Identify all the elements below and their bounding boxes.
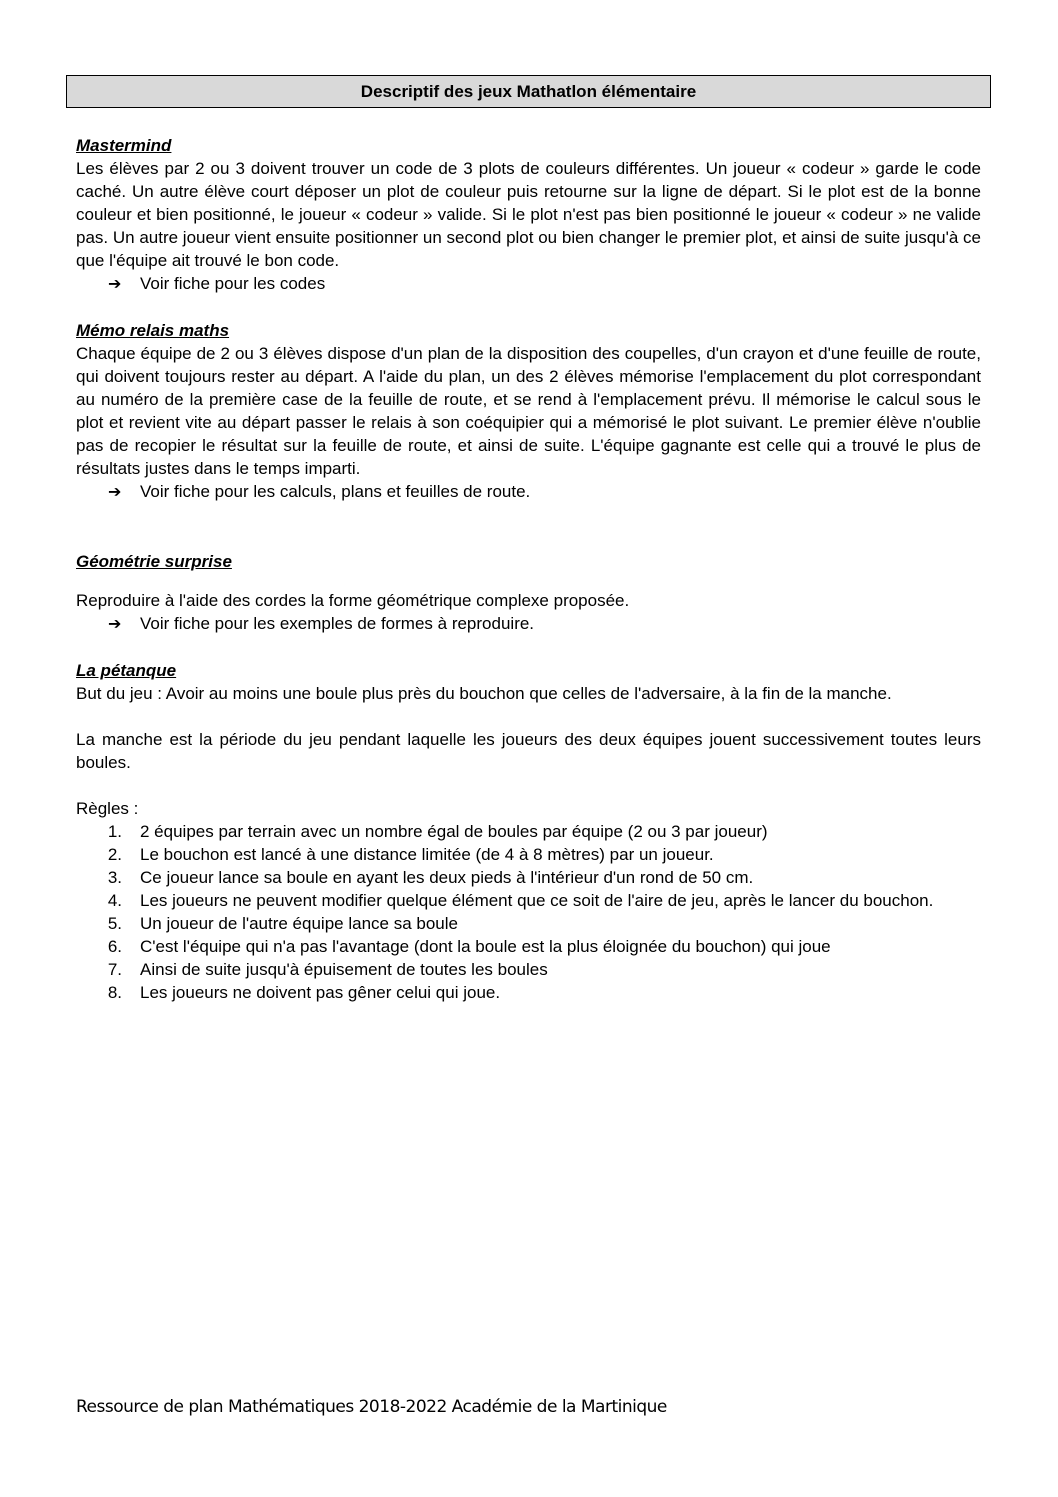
section-text-geometrie: Reproduire à l'aide des cordes la forme géométrique complexe proposée. bbox=[76, 591, 630, 610]
petanque-rules-label: Règles : bbox=[76, 799, 139, 818]
list-item: 6. C'est l'équipe qui n'a pas l'avantage (dont la boule est la plus éloignée du bouchon) qui joue bbox=[107, 937, 831, 956]
section-text-memo: Chaque équipe de 2 ou 3 élèves dispose d'un plan de la disposition des coupelles, d'un crayon et d'une feuille de route, qui doivent toujours rester au départ. A l'aide du plan, un des 2 élèves mémorise l'emplacement du plot correspondant au numéro de la première case de la feuille de route, et se rend à l'emplacement prévu. Il mémorise le calcul sous le plot et revient vite au départ passer le relais à son coéquipier qui a mémorisé le plot suivant. Le premier élève n'oublie pas de recopier le résultat sur la feuille de route, et ainsi de suite. L'équipe gagnante est celle qui a trouvé le plus de résultats justes dans le temps imparti. bbox=[76, 344, 981, 478]
list-item: 1. 2 équipes par terrain avec un nombre égal de boules par équipe (2 ou 3 par joueur) bbox=[107, 822, 768, 841]
section-heading-geometrie: Géométrie surprise bbox=[76, 552, 232, 571]
list-item: 3. Ce joueur lance sa boule en ayant les deux pieds à l'intérieur d'un rond de 50 cm. bbox=[107, 868, 754, 887]
petanque-rules-list bbox=[76, 820, 981, 1004]
document-title: Descriptif des jeux Mathatlon élémentaire bbox=[66, 75, 991, 108]
page-footer: Ressource de plan Mathématiques 2018-2022 Académie de la Martinique bbox=[76, 1397, 667, 1417]
note-geometrie bbox=[76, 612, 981, 636]
note-text: Voir fiche pour les codes bbox=[140, 274, 326, 293]
note-memo bbox=[76, 480, 981, 504]
petanque-manche: La manche est la période du jeu pendant laquelle les joueurs des deux équipes jouent successivement toutes leurs boules. bbox=[76, 730, 981, 772]
list-item: 8. Les joueurs ne doivent pas gêner celui qui joue. bbox=[107, 983, 501, 1002]
right-arrow-icon: ➔ bbox=[108, 276, 122, 293]
section-heading-mastermind: Mastermind bbox=[76, 136, 172, 155]
note-text: Voir fiche pour les calculs, plans et feuilles de route. bbox=[140, 482, 531, 501]
note-text: Voir fiche pour les exemples de formes à reproduire. bbox=[140, 614, 535, 633]
document-body bbox=[76, 134, 981, 1004]
petanque-goal: But du jeu : Avoir au moins une boule plus près du bouchon que celles de l'adversaire, à la fin de la manche. bbox=[76, 684, 892, 703]
list-item: 2. Le bouchon est lancé à une distance limitée (de 4 à 8 mètres) par un joueur. bbox=[107, 845, 714, 864]
list-item: 5. Un joueur de l'autre équipe lance sa boule bbox=[107, 914, 458, 933]
right-arrow-icon: ➔ bbox=[108, 616, 122, 633]
section-heading-memo: Mémo relais maths bbox=[76, 321, 230, 340]
list-item: 4. Les joueurs ne peuvent modifier quelque élément que ce soit de l'aire de jeu, après le lancer du bouchon. bbox=[107, 891, 934, 910]
list-item: 7. Ainsi de suite jusqu'à épuisement de toutes les boules bbox=[107, 960, 548, 979]
note-mastermind bbox=[76, 272, 981, 296]
section-heading-petanque: La pétanque bbox=[76, 661, 177, 680]
section-text-mastermind: Les élèves par 2 ou 3 doivent trouver un code de 3 plots de couleurs différentes. Un joueur « codeur » garde le code caché. Un autre élève court déposer un plot de couleur puis retourne sur la ligne de départ. Si le plot est de la bonne couleur et bien positionné, le joueur « codeur » valide. Si le plot n'est pas bien positionné le joueur « codeur » ne valide pas. Un autre joueur vient ensuite positionner un second plot ou bien changer le premier plot, et ainsi de suite jusqu'à ce que l'équipe ait trouvé le bon code. bbox=[76, 159, 981, 270]
right-arrow-icon: ➔ bbox=[108, 484, 122, 501]
